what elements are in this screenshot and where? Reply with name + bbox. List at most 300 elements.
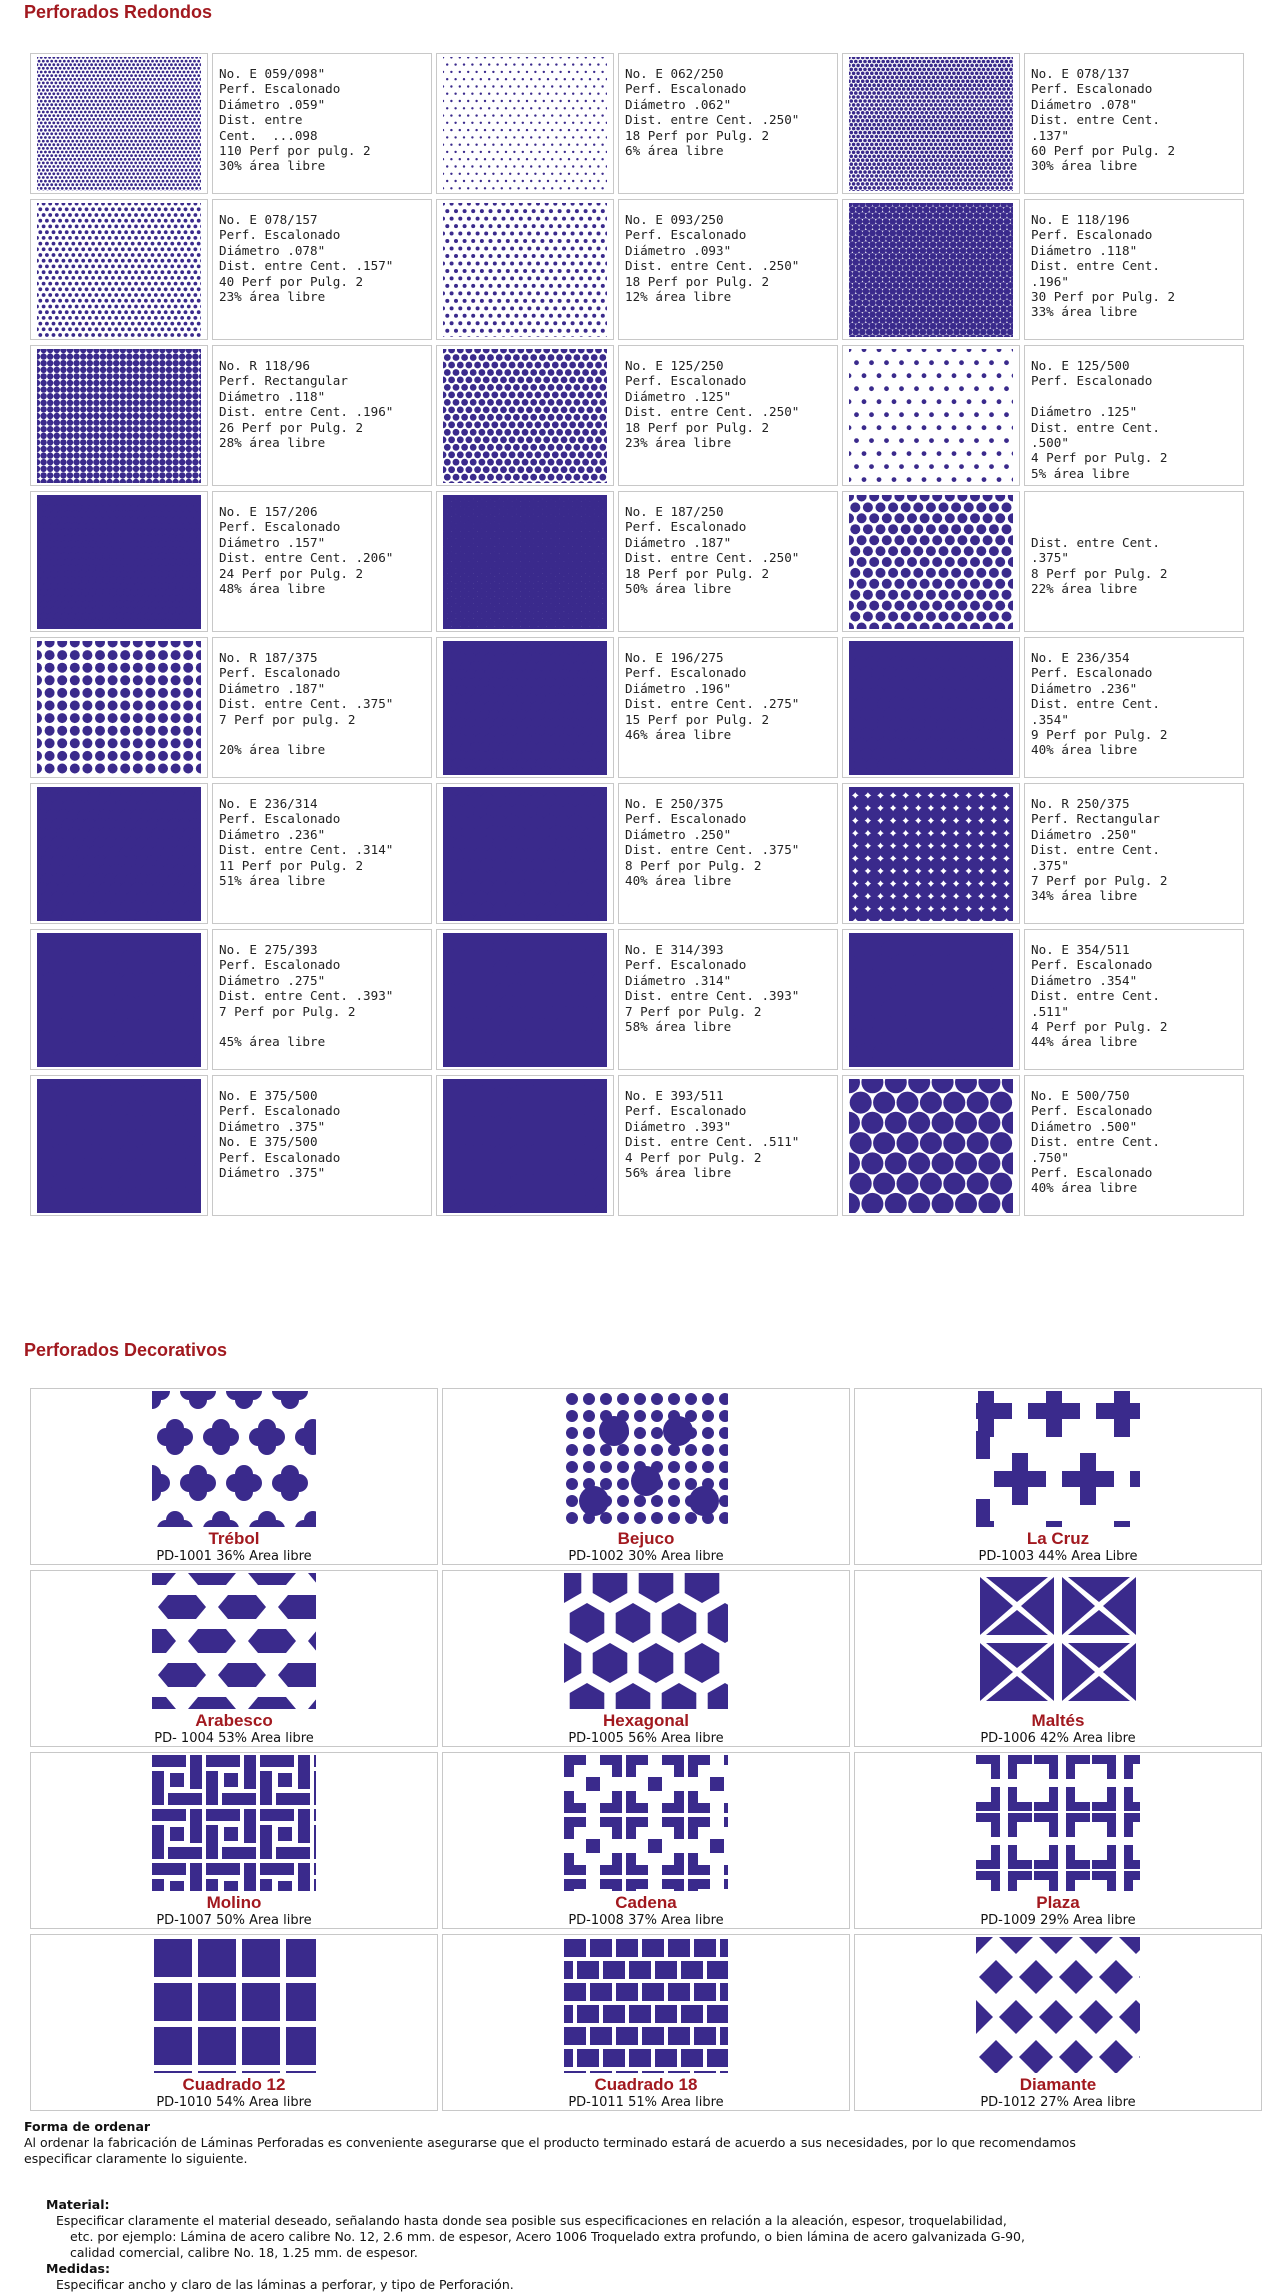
perforation-hole — [1007, 190, 1011, 191]
perforation-hole — [964, 170, 968, 174]
perforation-hole — [183, 114, 186, 117]
perforation-hole — [856, 253, 863, 260]
perforation-hole — [585, 172, 587, 174]
perforation-hole — [964, 107, 968, 111]
perforation-hole — [476, 216, 480, 220]
perforation-hole — [950, 299, 957, 306]
perforation-hole — [52, 165, 55, 168]
perforation-hole — [925, 134, 929, 138]
perforation-hole — [120, 172, 123, 175]
perforation-hole — [84, 96, 87, 99]
perforation-hole — [107, 57, 110, 59]
perforation-hole — [189, 139, 192, 142]
perforation-hole — [938, 79, 942, 83]
perforation-hole — [42, 236, 46, 240]
perforation-hole — [959, 99, 963, 103]
perforation-hole — [943, 103, 947, 107]
perforation-hole — [991, 59, 995, 63]
perforation-hole — [884, 87, 888, 91]
perforation-hole — [136, 107, 139, 110]
perforation-hole — [78, 99, 81, 102]
perforation-hole — [593, 143, 595, 145]
perforation-hole — [37, 136, 38, 139]
perforation-hole — [475, 70, 477, 72]
perforation-hole — [551, 99, 553, 101]
perforation-hole — [172, 74, 175, 77]
perforation-hole — [900, 67, 904, 71]
perforation-hole — [852, 328, 859, 335]
perforation-hole — [547, 179, 549, 181]
perforation-hole — [899, 258, 906, 265]
perforation-hole — [920, 190, 924, 191]
perforation-hole — [893, 118, 897, 122]
perforation-hole — [91, 333, 95, 337]
perforation-hole — [564, 78, 566, 80]
perforation-hole — [199, 136, 201, 139]
perforation-hole — [143, 66, 146, 69]
perforation-hole — [38, 230, 42, 234]
perforation-hole — [991, 170, 995, 174]
perforation-hole — [873, 305, 880, 312]
perforation-hole — [37, 213, 39, 217]
perforation-hole — [48, 304, 52, 308]
perforation-hole — [877, 170, 881, 174]
perforation-hole — [183, 150, 186, 153]
perforation-hole — [458, 231, 462, 235]
perforation-hole — [170, 187, 173, 190]
perforation-hole — [579, 321, 583, 325]
perforation-hole — [157, 287, 161, 291]
perforation-hole — [893, 328, 900, 335]
perforation-hole — [896, 229, 903, 236]
perforation-hole — [527, 246, 531, 250]
perforation-hole — [174, 57, 177, 59]
perforation-hole — [187, 92, 190, 95]
perforation-hole — [187, 187, 190, 190]
perforation-hole — [862, 311, 869, 318]
perforation-hole — [121, 247, 125, 251]
perforation-hole — [115, 136, 118, 139]
perforation-hole — [879, 317, 886, 324]
perforation-hole — [926, 328, 933, 335]
perforation-hole — [575, 298, 579, 302]
perforation-hole — [938, 190, 942, 191]
perforation-hole — [170, 333, 174, 337]
perforation-hole — [141, 121, 144, 124]
perforation-hole — [454, 254, 458, 258]
perforation-hole — [960, 282, 967, 289]
perforation-hole — [984, 190, 988, 191]
perforation-hole — [870, 150, 874, 154]
perforation-hole — [850, 186, 854, 190]
perforation-hole — [124, 165, 127, 168]
perforation-hole — [859, 223, 866, 230]
perforation-hole — [959, 83, 963, 87]
perforation-hole — [185, 132, 188, 135]
perforation-hole — [900, 75, 904, 79]
perforation-hole — [145, 165, 148, 168]
perforation-hole — [588, 261, 592, 265]
perforation-hole — [977, 146, 981, 150]
perforation-hole — [904, 83, 908, 87]
perforation-hole — [849, 118, 851, 122]
perforation-hole — [58, 241, 62, 245]
perforation-hole — [134, 117, 137, 120]
perforation-hole — [998, 150, 1002, 154]
perforation-hole — [601, 239, 605, 243]
perforation-hole — [918, 99, 922, 103]
perforation-hole — [82, 114, 85, 117]
perforation-hole — [147, 161, 150, 164]
perforation-hole — [856, 218, 863, 225]
perforation-hole — [59, 183, 62, 186]
perforation-hole — [1002, 87, 1006, 91]
perforation-hole — [993, 282, 1000, 289]
perforation-hole — [174, 172, 177, 175]
perforation-hole — [147, 59, 150, 62]
perforation-hole — [139, 117, 142, 120]
perforation-hole — [893, 305, 900, 312]
perforation-hole — [76, 139, 79, 142]
perforation-hole — [883, 253, 890, 260]
perforation-hole — [973, 138, 977, 142]
perforation-hole — [522, 165, 524, 167]
perforation-hole — [160, 139, 163, 142]
perforation-hole — [927, 83, 931, 87]
perforation-hole — [59, 88, 62, 91]
perforation-hole — [585, 99, 587, 101]
perforation-hole — [918, 178, 922, 182]
perforation-hole — [522, 136, 524, 138]
perforation-hole — [95, 258, 99, 262]
perforation-hole — [879, 190, 883, 191]
perforation-hole — [153, 157, 156, 160]
perforation-hole — [40, 150, 43, 153]
perforation-hole — [467, 128, 469, 130]
perforation-hole — [82, 136, 85, 139]
perforation-hole — [48, 70, 51, 73]
perforation-hole — [101, 103, 104, 106]
perforation-hole — [927, 154, 931, 158]
perforation-hole — [913, 270, 920, 277]
perforation-hole — [97, 168, 100, 171]
perforation-hole — [896, 218, 903, 225]
perforation-hole — [849, 111, 851, 115]
perforation-hole — [572, 179, 574, 181]
perforation-hole — [55, 66, 58, 69]
spec-line: No. E 118/196 — [1031, 212, 1130, 227]
perforation-hole — [980, 317, 987, 324]
perforation-hole — [902, 134, 906, 138]
perforation-hole — [85, 276, 89, 280]
perforation-hole — [45, 241, 49, 245]
perforation-hole — [961, 150, 965, 154]
perforation-hole — [174, 327, 178, 331]
perforation-hole — [128, 203, 132, 206]
perforation-hole — [183, 85, 186, 88]
perforation-hole — [893, 150, 897, 154]
perforation-hole — [957, 190, 961, 191]
perforation-hole — [174, 77, 177, 80]
perforation-hole — [86, 63, 89, 66]
perforation-hole — [923, 218, 930, 225]
perforation-hole — [193, 59, 196, 62]
perforation-hole — [580, 150, 582, 152]
perforation-hole — [900, 91, 904, 95]
perforation-hole — [945, 138, 949, 142]
perforation-hole — [543, 85, 545, 87]
perforation-hole — [501, 172, 503, 174]
perforation-hole — [109, 117, 112, 120]
perforation-hole — [943, 87, 947, 91]
perforation-hole — [881, 67, 885, 71]
perforation-hole — [164, 59, 167, 62]
perforation-hole — [886, 317, 893, 324]
perforation-hole — [954, 83, 958, 87]
perforation-hole — [46, 154, 49, 157]
perforation-hole — [489, 209, 493, 213]
perforation-hole — [126, 59, 129, 62]
perforation-hole — [954, 186, 958, 190]
perforation-hole — [132, 92, 135, 95]
perforation-hole — [115, 114, 118, 117]
perforation-hole — [191, 143, 194, 146]
perforation-hole — [155, 168, 158, 171]
perforation-hole — [997, 322, 1004, 329]
perforation-hole — [86, 114, 89, 117]
perforation-hole — [875, 126, 879, 130]
perforation-hole — [911, 174, 915, 178]
perforation-hole — [177, 298, 181, 302]
perforation-hole — [58, 333, 62, 337]
perforation-hole — [151, 139, 154, 142]
perforation-hole — [132, 157, 135, 160]
perforation-hole — [181, 154, 184, 157]
perforation-hole — [865, 71, 869, 75]
perforation-hole — [62, 213, 66, 217]
perforation-hole — [105, 110, 108, 113]
perforation-hole — [137, 253, 141, 257]
perforation-hole — [897, 142, 901, 146]
perforation-hole — [450, 231, 454, 235]
perforation-hole — [197, 207, 201, 211]
perforation-hole — [897, 174, 901, 178]
perforation-hole — [130, 66, 133, 69]
perforation-hole — [445, 224, 449, 228]
perforation-hole — [893, 166, 897, 170]
perforation-hole — [78, 128, 81, 131]
perforation-hole — [540, 254, 544, 258]
perforation-hole — [979, 95, 983, 99]
perforation-hole — [984, 63, 988, 67]
perforation-hole — [80, 125, 83, 128]
perforation-hole — [497, 239, 501, 243]
perforation-hole — [132, 77, 135, 80]
perforation-hole — [850, 170, 854, 174]
perforation-hole — [597, 231, 601, 235]
perforation-hole — [160, 103, 163, 106]
perforation-hole — [938, 182, 942, 186]
perforation-hole — [92, 103, 95, 106]
perforation-hole — [101, 247, 105, 251]
perforation-hole — [559, 70, 561, 72]
perforation-hole — [180, 270, 184, 274]
perforation-hole — [1000, 305, 1007, 312]
perforation-hole — [85, 298, 89, 302]
perforation-hole — [568, 70, 570, 72]
perforation-hole — [134, 74, 137, 77]
perforation-hole — [1007, 282, 1013, 289]
perforation-hole — [153, 77, 156, 80]
perforation-hole — [128, 327, 132, 331]
perforation-hole — [94, 165, 97, 168]
perforation-hole — [44, 121, 47, 124]
perforation-hole — [519, 291, 523, 295]
perforation-hole — [162, 165, 165, 168]
perforation-hole — [856, 134, 860, 138]
perforation-hole — [488, 165, 490, 167]
perforation-hole — [852, 142, 856, 146]
perforation-hole — [57, 92, 60, 95]
perforation-hole — [966, 111, 970, 115]
perforation-hole — [104, 333, 108, 337]
perforation-hole — [916, 287, 923, 294]
perforation-hole — [73, 187, 76, 190]
perforation-hole — [979, 63, 983, 67]
perforation-hole — [549, 209, 553, 213]
perforation-hole — [92, 183, 95, 186]
perforation-hole — [946, 282, 953, 289]
perforation-hole — [959, 130, 963, 134]
perforation-hole — [936, 162, 940, 166]
perforation-hole — [168, 103, 171, 106]
perforation-hole — [130, 154, 133, 157]
perforation-hole — [155, 183, 158, 186]
perforation-hole — [527, 306, 531, 310]
perforation-hole — [897, 134, 901, 138]
perforation-hole — [166, 187, 169, 190]
perforation-hole — [916, 126, 920, 130]
perforation-hole — [954, 107, 958, 111]
perforation-hole — [61, 187, 64, 190]
perforation-hole — [141, 150, 144, 153]
perforation-hole — [913, 305, 920, 312]
perforation-hole — [189, 103, 192, 106]
perforation-hole — [42, 183, 45, 186]
perforation-hole — [55, 183, 58, 186]
perforation-hole — [980, 282, 987, 289]
perforation-hole — [157, 276, 161, 280]
perforation-hole — [920, 166, 924, 170]
perforation-hole — [861, 118, 865, 122]
perforation-hole — [147, 66, 150, 69]
perforation-hole — [877, 99, 881, 103]
perforation-hole — [532, 283, 536, 287]
perforation-hole — [128, 172, 131, 175]
perforation-hole — [856, 150, 860, 154]
perforation-hole — [94, 85, 97, 88]
perforation-hole — [94, 114, 97, 117]
perforation-hole — [861, 142, 865, 146]
perforation-hole — [107, 107, 110, 110]
perforation-hole — [162, 99, 165, 102]
perforation-hole — [934, 103, 938, 107]
perforation-hole — [136, 128, 139, 131]
perforation-hole — [147, 270, 151, 274]
perforation-hole — [488, 63, 490, 65]
perforation-hole — [936, 75, 940, 79]
perforation-hole — [88, 258, 92, 262]
perforation-hole — [918, 107, 922, 111]
perforation-hole — [55, 59, 58, 62]
perforation-hole — [458, 246, 462, 250]
perforation-hole — [101, 88, 104, 91]
perforation-hole — [941, 91, 945, 95]
perforation-hole — [99, 172, 102, 175]
perforation-hole — [63, 139, 66, 142]
perforation-hole — [568, 158, 570, 160]
perforation-hole — [995, 99, 999, 103]
perforation-hole — [101, 293, 105, 297]
perforation-hole — [896, 206, 903, 213]
perforation-hole — [44, 63, 47, 66]
perforation-hole — [861, 182, 865, 186]
perforation-hole — [109, 139, 112, 142]
perforation-hole — [111, 276, 115, 280]
perforation-hole — [95, 316, 99, 320]
perforation-hole — [443, 246, 445, 250]
perforation-hole — [899, 328, 906, 335]
perforation-hole — [959, 122, 963, 126]
perforation-hole — [592, 313, 596, 317]
perforation-hole — [93, 349, 99, 353]
perforation-hole — [859, 328, 866, 335]
perforation-hole — [185, 168, 188, 171]
perforation-hole — [199, 85, 201, 88]
perforation-hole — [76, 66, 79, 69]
perforation-hole — [547, 150, 549, 152]
perforation-hole — [884, 57, 888, 59]
perforation-hole — [193, 139, 196, 142]
perforation-hole — [856, 299, 863, 306]
perforation-hole — [584, 239, 588, 243]
perforation-hole — [943, 218, 950, 225]
perforation-hole — [545, 261, 549, 265]
perforation-hole — [918, 170, 922, 174]
perforation-hole — [176, 117, 179, 120]
perforation-hole — [46, 183, 49, 186]
perforation-hole — [966, 190, 970, 191]
perforation-hole — [983, 311, 990, 318]
perforation-hole — [143, 117, 146, 120]
perforation-hole — [849, 71, 851, 75]
perforation-hole — [953, 235, 960, 242]
perforation-hole — [977, 130, 981, 134]
perforation-hole — [580, 63, 582, 65]
perforation-hole — [52, 92, 55, 95]
perforation-hole — [881, 107, 885, 111]
perforation-hole — [61, 92, 64, 95]
perforation-hole — [143, 59, 146, 62]
perforation-hole — [141, 327, 145, 331]
perforation-hole — [989, 71, 993, 75]
perforation-hole — [1000, 162, 1004, 166]
perforation-hole — [1010, 253, 1013, 260]
perforation-hole — [199, 349, 201, 353]
perforation-hole — [918, 138, 922, 142]
perforation-hole — [166, 150, 169, 153]
perforation-hole — [852, 79, 856, 83]
